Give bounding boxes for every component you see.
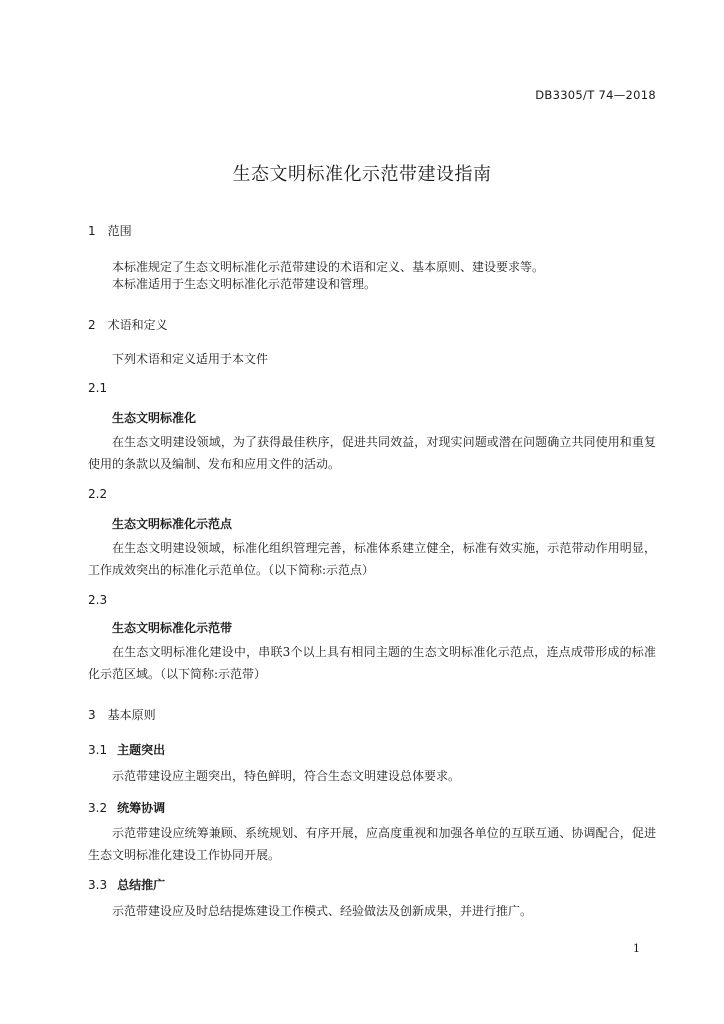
paragraph: 本标准规定了生态文明标准化示范带建设的术语和定义、基本原则、建设要求等。	[112, 260, 545, 274]
principle-number: 3.3	[88, 878, 108, 892]
principle-title: 总结推广	[117, 878, 166, 892]
term-name: 生态文明标准化示范点	[112, 517, 233, 531]
section-3-heading	[88, 706, 156, 723]
principle-heading	[88, 799, 165, 816]
section-title: 术语和定义	[107, 318, 168, 332]
paragraph: 示范带建设应统筹兼顾、系统规划、有序开展，应高度重视和加强各单位的互联互通、协调配合，促进生态文明标准化建设工作协同开展。	[88, 826, 656, 862]
term-number: 2.1	[88, 381, 108, 395]
section-number: 3	[88, 708, 96, 722]
term-definition: 在生态文明建设领域，为了获得最佳秩序，促进共同效益，对现实问题或潜在问题确立共同使用和重复使用的条款以及编制、发布和应用文件的活动。	[88, 435, 656, 471]
section-2-heading	[88, 316, 168, 333]
principle-title: 统筹协调	[117, 801, 166, 815]
paragraph: 示范带建设应主题突出，特色鲜明，符合生态文明建设总体要求。	[112, 769, 461, 783]
term-number: 2.2	[88, 487, 108, 501]
principle-number: 3.1	[88, 743, 108, 757]
paragraph: 下列术语和定义适用于本文件	[112, 352, 269, 366]
principle-heading	[88, 741, 165, 758]
term-number: 2.3	[88, 593, 108, 607]
principle-heading	[88, 876, 165, 893]
term-definition: 在生态文明建设领域，标准化组织管理完善，标准体系建立健全，标准有效实施，示范带动作用明显，工作成效突出的标准化示范单位。（以下简称:示范点）	[88, 541, 656, 577]
page-number: 1	[633, 942, 640, 955]
document-title: 生态文明标准化示范带建设指南	[232, 164, 492, 185]
section-number: 1	[88, 224, 96, 238]
standard-code: DB3305/T 74—2018	[535, 88, 656, 102]
term-name: 生态文明标准化示范带	[112, 621, 233, 635]
paragraph: 示范带建设应及时总结提炼建设工作模式、经验做法及创新成果，并进行推广。	[112, 904, 533, 918]
term-name: 生态文明标准化	[112, 411, 197, 425]
paragraph: 本标准适用于生态文明标准化示范带建设和管理。	[112, 277, 377, 291]
section-title: 范围	[107, 224, 132, 238]
section-number: 2	[88, 318, 96, 332]
section-1-heading	[88, 222, 132, 239]
principle-title: 主题突出	[117, 743, 166, 757]
term-definition: 在生态文明标准化建设中，串联3个以上具有相同主题的生态文明标准化示范点，连点成带形成的标准化示范区域。（以下简称:示范带）	[88, 645, 656, 681]
section-title: 基本原则	[107, 708, 156, 722]
principle-number: 3.2	[88, 801, 108, 815]
